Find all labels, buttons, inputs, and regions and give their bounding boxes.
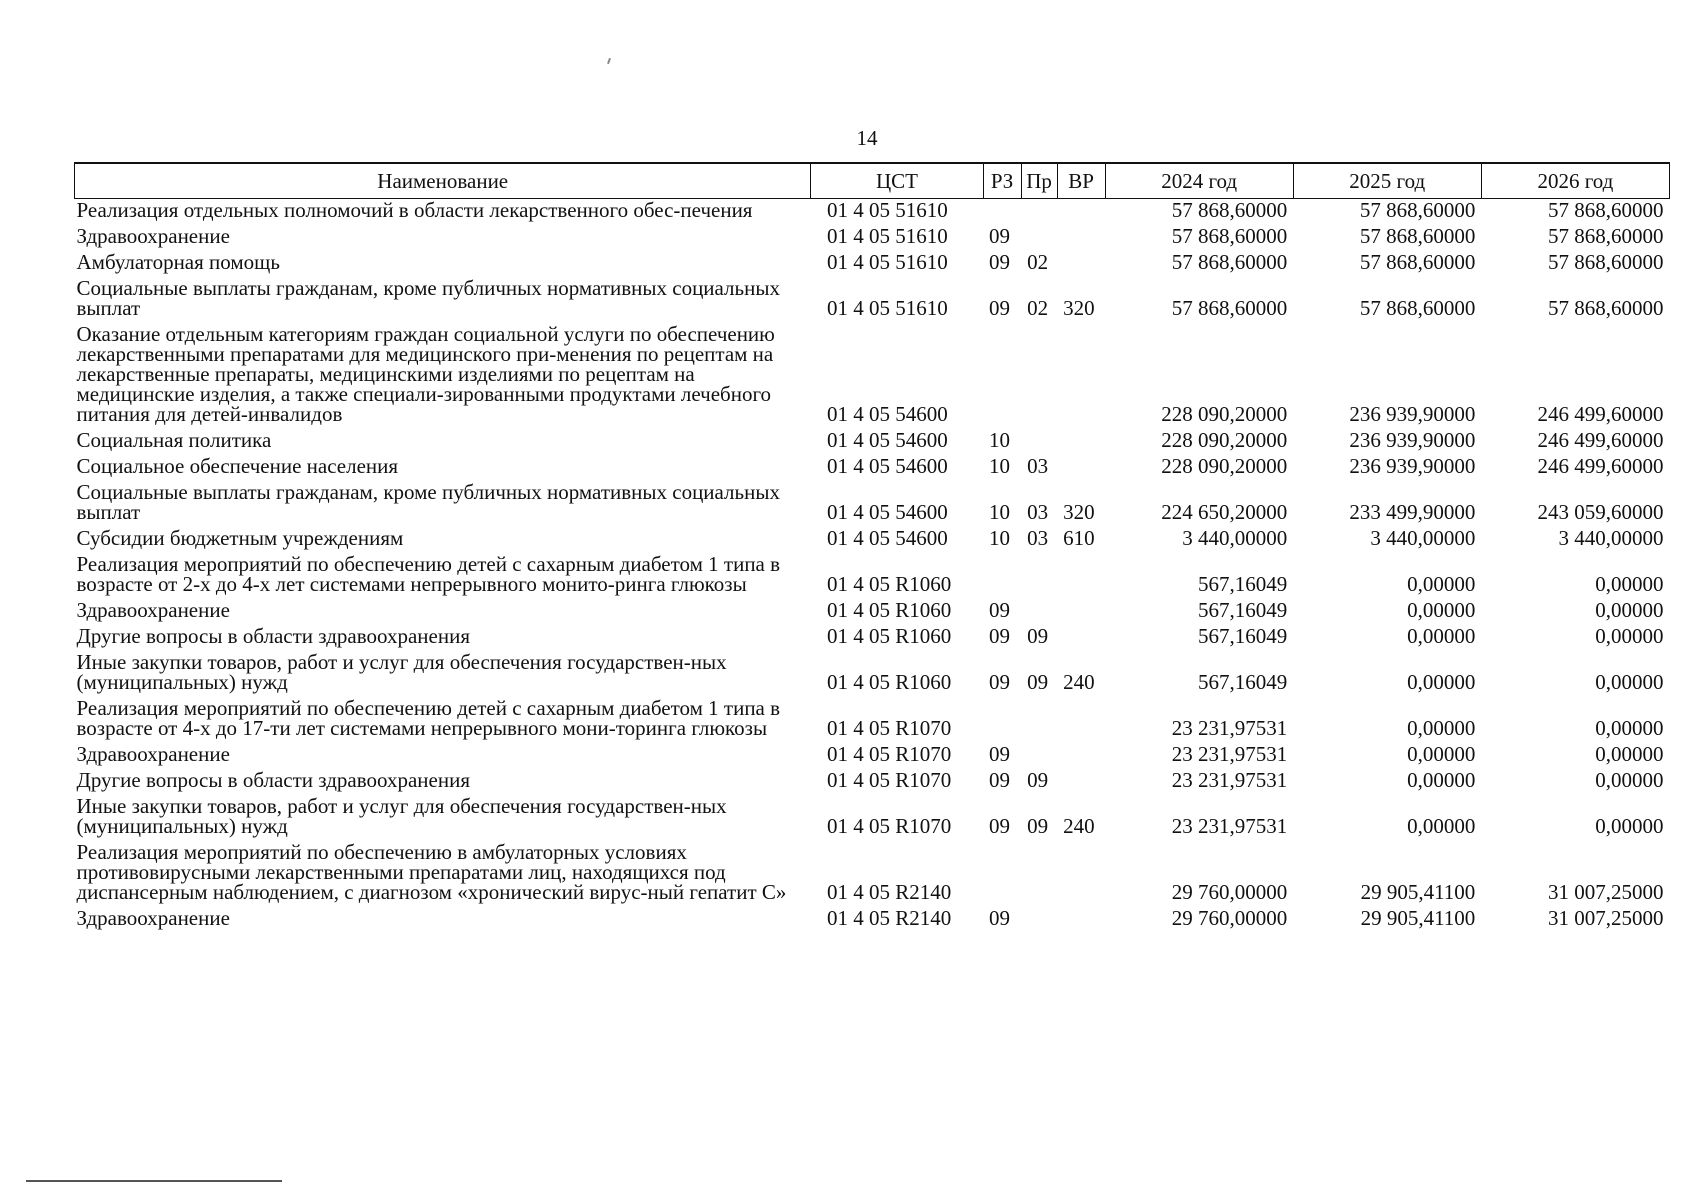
row-2026: 0,00000 (1595, 768, 1664, 792)
row-2025: 57 868,60000 (1359, 250, 1476, 274)
row-pr (1021, 743, 1057, 769)
row-name: Социальная политика (76, 428, 272, 452)
row-cst: 01 4 05 R2140 (826, 880, 952, 904)
header-cst: ЦСТ (811, 163, 983, 199)
table-row (75, 199, 1670, 226)
row-vr: 240 (1063, 814, 1095, 838)
row-name: Здравоохранение (76, 598, 230, 622)
row-cst: 01 4 05 R1070 (826, 768, 952, 792)
row-cst: 01 4 05 51610 (826, 296, 948, 320)
row-vr (1057, 323, 1105, 429)
row-2025: 0,00000 (1407, 670, 1476, 694)
row-rz: 09 (989, 250, 1011, 274)
row-pr: 03 (1027, 500, 1049, 524)
row-vr (1057, 769, 1105, 795)
row-2025: 3 440,00000 (1370, 526, 1476, 550)
row-pr (1021, 697, 1057, 743)
row-vr (1057, 907, 1105, 933)
row-vr (1057, 599, 1105, 625)
row-name: Другие вопросы в области здравоохранения (76, 768, 470, 792)
row-vr (1057, 841, 1105, 907)
row-2025: 57 868,60000 (1359, 198, 1476, 222)
row-rz: 09 (989, 624, 1011, 648)
row-pr (1021, 429, 1057, 455)
row-cst: 01 4 05 54600 (826, 500, 948, 524)
row-name: Здравоохранение (76, 742, 230, 766)
row-cst: 01 4 05 54600 (826, 454, 948, 478)
table-row (75, 697, 1670, 743)
row-pr (1021, 553, 1057, 599)
row-2024: 567,16049 (1197, 598, 1288, 622)
row-name: Здравоохранение (76, 906, 230, 930)
row-2026: 0,00000 (1595, 572, 1664, 596)
footer-rule (26, 1180, 282, 1182)
row-2024: 57 868,60000 (1171, 296, 1288, 320)
row-name: Амбулаторная помощь (76, 250, 280, 274)
row-vr: 320 (1063, 296, 1095, 320)
row-name: Иные закупки товаров, работ и услуг для обеспечения государствен-ных (муниципальных) нужд (76, 794, 727, 838)
row-vr (1057, 743, 1105, 769)
table-row (75, 743, 1670, 769)
row-pr: 09 (1027, 768, 1049, 792)
row-2024: 228 090,20000 (1161, 402, 1288, 426)
row-pr (1021, 599, 1057, 625)
row-name: Иные закупки товаров, работ и услуг для обеспечения государствен-ных (муниципальных) нужд (76, 650, 727, 694)
row-2025: 233 499,90000 (1349, 500, 1476, 524)
row-pr (1021, 199, 1057, 226)
row-vr: 320 (1063, 500, 1095, 524)
row-vr (1057, 553, 1105, 599)
row-rz: 09 (989, 598, 1011, 622)
row-2026: 31 007,25000 (1548, 906, 1664, 930)
row-rz: 10 (989, 500, 1011, 524)
row-2026: 57 868,60000 (1548, 224, 1664, 248)
row-name: Реализация мероприятий по обеспечению в амбулаторных условиях противовирусными лекарственными препаратами лиц, находящихся под диспансерным наблюдением, с диагнозом «хронический вирус-ный гепатит С» (76, 840, 787, 904)
table-row (75, 769, 1670, 795)
row-2024: 57 868,60000 (1171, 224, 1288, 248)
row-2025: 0,00000 (1407, 768, 1476, 792)
table-row (75, 841, 1670, 907)
row-vr (1057, 625, 1105, 651)
row-vr: 610 (1063, 526, 1095, 550)
row-name: Реализация отдельных полномочий в области лекарственного обес-печения (76, 198, 753, 222)
header-rz: РЗ (983, 163, 1021, 199)
row-2025: 0,00000 (1407, 742, 1476, 766)
row-2026: 0,00000 (1595, 742, 1664, 766)
table-row (75, 323, 1670, 429)
row-vr (1057, 225, 1105, 251)
row-name: Реализация мероприятий по обеспечению детей с сахарным диабетом 1 типа в возрасте от 4-х до 17-ти лет системами непрерывного мони-торинга глюкозы (76, 696, 781, 740)
row-2026: 31 007,25000 (1548, 880, 1664, 904)
page-number: 14 (856, 126, 878, 150)
row-rz (983, 697, 1021, 743)
row-2024: 23 231,97531 (1171, 768, 1288, 792)
table-row (75, 599, 1670, 625)
row-2024: 3 440,00000 (1182, 526, 1288, 550)
row-cst: 01 4 05 51610 (826, 224, 948, 248)
row-2024: 224 650,20000 (1161, 500, 1288, 524)
row-2025: 236 939,90000 (1349, 454, 1476, 478)
header-vr: ВР (1057, 163, 1105, 199)
row-2025: 0,00000 (1407, 716, 1476, 740)
table-row (75, 251, 1670, 277)
row-2024: 23 231,97531 (1171, 814, 1288, 838)
row-rz: 09 (989, 224, 1011, 248)
budget-table-container (74, 162, 1670, 933)
row-cst: 01 4 05 R1070 (826, 814, 952, 838)
row-2025: 29 905,41100 (1360, 906, 1476, 930)
table-row (75, 481, 1670, 527)
row-cst: 01 4 05 R1070 (826, 742, 952, 766)
row-2026: 57 868,60000 (1548, 250, 1664, 274)
row-cst: 01 4 05 51610 (826, 250, 948, 274)
row-2025: 57 868,60000 (1359, 296, 1476, 320)
budget-table (74, 162, 1670, 933)
row-2025: 236 939,90000 (1349, 402, 1476, 426)
row-vr: 240 (1063, 670, 1095, 694)
table-row (75, 625, 1670, 651)
row-2026: 57 868,60000 (1548, 198, 1664, 222)
row-name: Другие вопросы в области здравоохранения (76, 624, 470, 648)
row-2026: 0,00000 (1595, 716, 1664, 740)
table-header (75, 163, 1670, 199)
row-2026: 246 499,60000 (1537, 428, 1664, 452)
row-pr: 09 (1027, 670, 1049, 694)
row-name: Социальное обеспечение населения (76, 454, 399, 478)
row-2024: 29 760,00000 (1171, 906, 1288, 930)
row-rz: 10 (989, 428, 1011, 452)
row-rz: 09 (989, 768, 1011, 792)
row-2024: 228 090,20000 (1161, 454, 1288, 478)
row-pr: 09 (1027, 814, 1049, 838)
table-row (75, 277, 1670, 323)
scan-speck (607, 58, 611, 64)
row-2026: 243 059,60000 (1537, 500, 1664, 524)
row-2026: 3 440,00000 (1558, 526, 1664, 550)
row-name: Социальные выплаты гражданам, кроме публичных нормативных социальных выплат (76, 480, 780, 524)
row-2025: 57 868,60000 (1359, 224, 1476, 248)
row-rz: 09 (989, 742, 1011, 766)
row-name: Оказание отдельным категориям граждан социальной услуги по обеспечению лекарственными препаратами для медицинского при-менения по рецептам на лекарственные препараты, медицинскими изделиями по рецептам на медицинские изделия, а также специали-зированными продуктами лечебного питания для детей-инвалидов (76, 322, 775, 426)
row-2026: 246 499,60000 (1537, 454, 1664, 478)
row-2025: 0,00000 (1407, 572, 1476, 596)
header-pr: Пр (1021, 163, 1057, 199)
row-rz (983, 323, 1021, 429)
row-pr (1021, 225, 1057, 251)
row-vr (1057, 455, 1105, 481)
table-body (75, 199, 1670, 934)
row-2026: 0,00000 (1595, 814, 1664, 838)
table-row (75, 527, 1670, 553)
row-cst: 01 4 05 R1060 (826, 572, 952, 596)
row-name: Социальные выплаты гражданам, кроме публичных нормативных социальных выплат (76, 276, 780, 320)
row-vr (1057, 251, 1105, 277)
row-rz (983, 841, 1021, 907)
row-2024: 29 760,00000 (1171, 880, 1288, 904)
row-rz: 09 (989, 296, 1011, 320)
row-rz: 09 (989, 814, 1011, 838)
row-pr: 03 (1027, 454, 1049, 478)
row-vr (1057, 199, 1105, 226)
row-cst: 01 4 05 54600 (826, 428, 948, 452)
row-cst: 01 4 05 54600 (826, 402, 948, 426)
row-2025: 0,00000 (1407, 598, 1476, 622)
row-cst: 01 4 05 R1070 (826, 716, 952, 740)
row-rz (983, 199, 1021, 226)
row-rz (983, 553, 1021, 599)
header-2024: 2024 год (1105, 163, 1293, 199)
row-pr: 09 (1027, 624, 1049, 648)
table-row (75, 907, 1670, 933)
row-pr: 03 (1027, 526, 1049, 550)
row-pr (1021, 323, 1057, 429)
row-vr (1057, 429, 1105, 455)
row-name: Здравоохранение (76, 224, 230, 248)
row-rz: 10 (989, 526, 1011, 550)
row-2024: 567,16049 (1197, 572, 1288, 596)
row-pr (1021, 841, 1057, 907)
row-cst: 01 4 05 54600 (826, 526, 948, 550)
row-2026: 246 499,60000 (1537, 402, 1664, 426)
row-2024: 228 090,20000 (1161, 428, 1288, 452)
row-2026: 0,00000 (1595, 670, 1664, 694)
header-2026: 2026 год (1481, 163, 1669, 199)
row-2026: 57 868,60000 (1548, 296, 1664, 320)
table-row (75, 429, 1670, 455)
row-pr: 02 (1027, 250, 1049, 274)
table-row (75, 225, 1670, 251)
row-2024: 23 231,97531 (1171, 716, 1288, 740)
row-pr: 02 (1027, 296, 1049, 320)
table-row (75, 795, 1670, 841)
header-name: Наименование (75, 163, 811, 199)
row-pr (1021, 907, 1057, 933)
row-cst: 01 4 05 R1060 (826, 670, 952, 694)
table-row (75, 455, 1670, 481)
row-2025: 236 939,90000 (1349, 428, 1476, 452)
row-2025: 0,00000 (1407, 814, 1476, 838)
row-cst: 01 4 05 R1060 (826, 598, 952, 622)
row-cst: 01 4 05 R1060 (826, 624, 952, 648)
table-row (75, 651, 1670, 697)
row-name: Субсидии бюджетным учреждениям (76, 526, 404, 550)
row-rz: 10 (989, 454, 1011, 478)
row-rz: 09 (989, 906, 1011, 930)
row-name: Реализация мероприятий по обеспечению детей с сахарным диабетом 1 типа в возрасте от 2-х до 4-х лет системами непрерывного монито-ринга глюкозы (76, 552, 781, 596)
row-2025: 0,00000 (1407, 624, 1476, 648)
row-vr (1057, 697, 1105, 743)
table-row (75, 553, 1670, 599)
row-2024: 23 231,97531 (1171, 742, 1288, 766)
row-2026: 0,00000 (1595, 598, 1664, 622)
row-cst: 01 4 05 R2140 (826, 906, 952, 930)
row-rz: 09 (989, 670, 1011, 694)
row-2026: 0,00000 (1595, 624, 1664, 648)
row-2024: 57 868,60000 (1171, 198, 1288, 222)
row-2024: 57 868,60000 (1171, 250, 1288, 274)
header-2025: 2025 год (1293, 163, 1481, 199)
row-2024: 567,16049 (1197, 670, 1288, 694)
row-2024: 567,16049 (1197, 624, 1288, 648)
row-2025: 29 905,41100 (1360, 880, 1476, 904)
row-cst: 01 4 05 51610 (826, 198, 948, 222)
